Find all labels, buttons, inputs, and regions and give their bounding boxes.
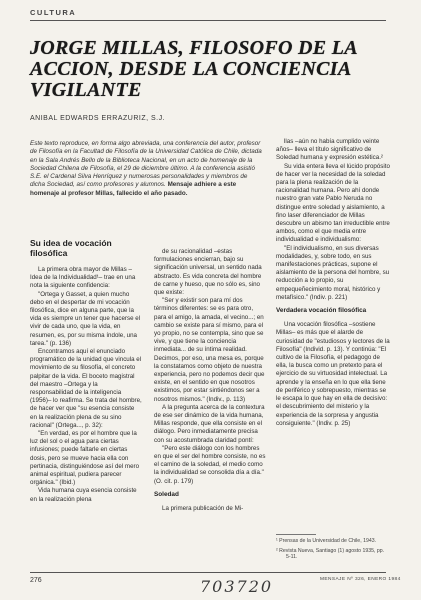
text-column-3 (276, 138, 390, 428)
paragraph: La primera obra mayor de Millas –Idea de la Individualidad¹– trae en una nota la siguiente confidencia: (30, 266, 136, 290)
heading-soledad: Soledad (154, 490, 179, 498)
footnotes (276, 538, 390, 564)
paragraph: A la pregunta acerca de la contextura de ese ser dinámico de la vida humana, Millas responde, que ella consiste en el diálogo. Pero inmediatamente precisa con su acostumbrada claridad pontí: (154, 403, 265, 444)
paragraph: Una vocación filosófica –sostiene Millas– es más que el alarde de curiosidad de "estudiosos y lectores de la Filosofía" (Individ. p. 13). Y continúa: "El cultivo de la Filosofía, el pedagogo de ella, la busca como un pretexto para el ejercicio de su virtuosidad intelectual. La aprende y la enseña en lo que ella tiene de periférico y sobrepuesto, mientras se le escapa lo que hay en ella de decisivo: el descubrimiento del misterio y la experiencia de la sorpresa y angustia consiguiente." (Indiv. p. 25) (276, 321, 390, 427)
text-column-1 (30, 238, 142, 504)
footnote: ¹ Prensas de la Universidad de Chile, 1943. (276, 538, 377, 544)
top-rule (30, 20, 386, 21)
paragraph: Encontramos aquí el enunciado programático de la unidad que vincula el movimiento de su filosofía, el concreto palpitar de la vida. El boceto magistral del maestro –Ortega y la responsabilidad de la inteligencia (1956)– lo reafirma. Se trata del hombre, de hacer ver que "su esencia consiste en la realización plena de su sino racional" (Ortega..., p. 32): (30, 348, 142, 429)
paragraph: La primera publicación de Mi- (162, 505, 244, 513)
journal-info: MENSAJE Nº 326, ENERO 1984 (320, 577, 401, 582)
handwritten-note: 703720 (200, 577, 274, 596)
paragraph: "Ortega y Gasset, a quien mucho debo en el despertar de mi vocación filosófica, dice en alguna parte, que la vida es siempre un tener que hacerse el vivir de cada uno, que la vida, en resumen, es, por su misma índole, una tarea." (p. 136) (30, 290, 141, 347)
article-author: ANIBAL EDWARDS ERRAZURIZ, S.J. (30, 115, 166, 122)
footnote: ² Revista Nueva, Santiago (1) agosto 1935, pp. 5-11. (276, 547, 385, 561)
paragraph: llas –aún no había cumplido veinte años– lleva el título significativo de Soledad humana y expresión estética.² (276, 138, 383, 162)
heading-vocacion: Su idea de vocación filosófica (30, 238, 112, 258)
footnote-rule (276, 534, 316, 535)
paragraph: Su vida entera lleva el lúcido propósito de hacer ver la necesidad de la soledad para la plena realización de la racionalidad humana. Pero ahí donde nuestro gran vate Pablo Neruda no distingue entre soledad y aislamiento, a fino laser diferenciador de Millas descubre un abismo tan irreductible entre ambos, como el que media entre individualidad e individualismo: (276, 162, 390, 244)
paragraph: "Pero este diálogo con los hombres en que el ser del hombre consiste, no es el camino de la soledad, el medio como la individualidad se consolida día a día." (O. cit. p. 179) (154, 444, 266, 485)
paragraph: "Ser y existir son para mí dos términos diferentes: se es para otro, para el amigo, la amada, el vecino...; en cambio se existe para sí mismo, para el yo propio, no se contempla, sino que se vive, y que tiene la conciencia inmediata... de su íntima realidad. Decimos, por eso, una mesa es, porque la constatamos como objeto de nuestra experiencia, pero no podemos decir que existe, en el sentido en que nosotros existimos, por estar sintiéndonos ser a nosotros mismos." (Indiv., p. 113) (154, 297, 265, 403)
paragraph: "El individualismo, en sus diversas modalidades, y, sobre todo, en sus manifestaciones prácticas, supone el aislamiento de la persona del hombre, su reducción a lo propio, su empequeñecimiento moral, histórico y metafísico." (Indiv. p. 221) (276, 244, 390, 301)
heading-verdadera-vocacion: Verdadera vocación filosófica (276, 307, 367, 315)
intro-paragraph (30, 140, 262, 198)
section-label: CULTURA (30, 8, 77, 17)
page-number: 276 (30, 577, 42, 584)
article-title: JORGE MILLAS, FILOSOFO DE LA ACCION, DESDE LA CONCIENCIA VIGILANTE (30, 37, 357, 101)
intro-text: Este texto reproduce, en forma algo abreviada, una conferencia del autor, profesor de Filosofía en la Facultad de Filosofía de la Universidad Católica de Chile, dictada en la Sala Andrés Bello de la Biblioteca Nacional, en un acto de homenaje de la Sociedad Chilena de Filosofía, el 29 de diciembre último. A la conferencia asistió S.E. el Cardenal Silva Henríquez y numerosas personalidades y miembros de dicha Sociedad, así como profesores y alumnos. (30, 140, 262, 189)
text-column-2 (154, 248, 266, 513)
paragraph: Vida humana cuya esencia consiste en la realización plena (30, 487, 137, 503)
intro-bold-text: Mensaje adhiere a este homenaje al profesor Millas, fallecido el año pasado. (30, 181, 237, 197)
bottom-rule (30, 572, 386, 573)
paragraph: "En verdad, es por el hombre que la luz del sol o el agua para ciertas infusiones; puede faltarle en ciertas dosis, pero se mueve hacia ella con pertinacia, distinguiéndose así del mero animal espiritual, pudiera parecer orgánica." (Ibid.) (30, 430, 140, 487)
paragraph: de su racionalidad –estas formulaciones encierran, bajo su significación universal, un sentido nada abstracto. Es vida concreta del hombre de carne y hueso, que no sólo es, sino que existe: (154, 248, 262, 297)
